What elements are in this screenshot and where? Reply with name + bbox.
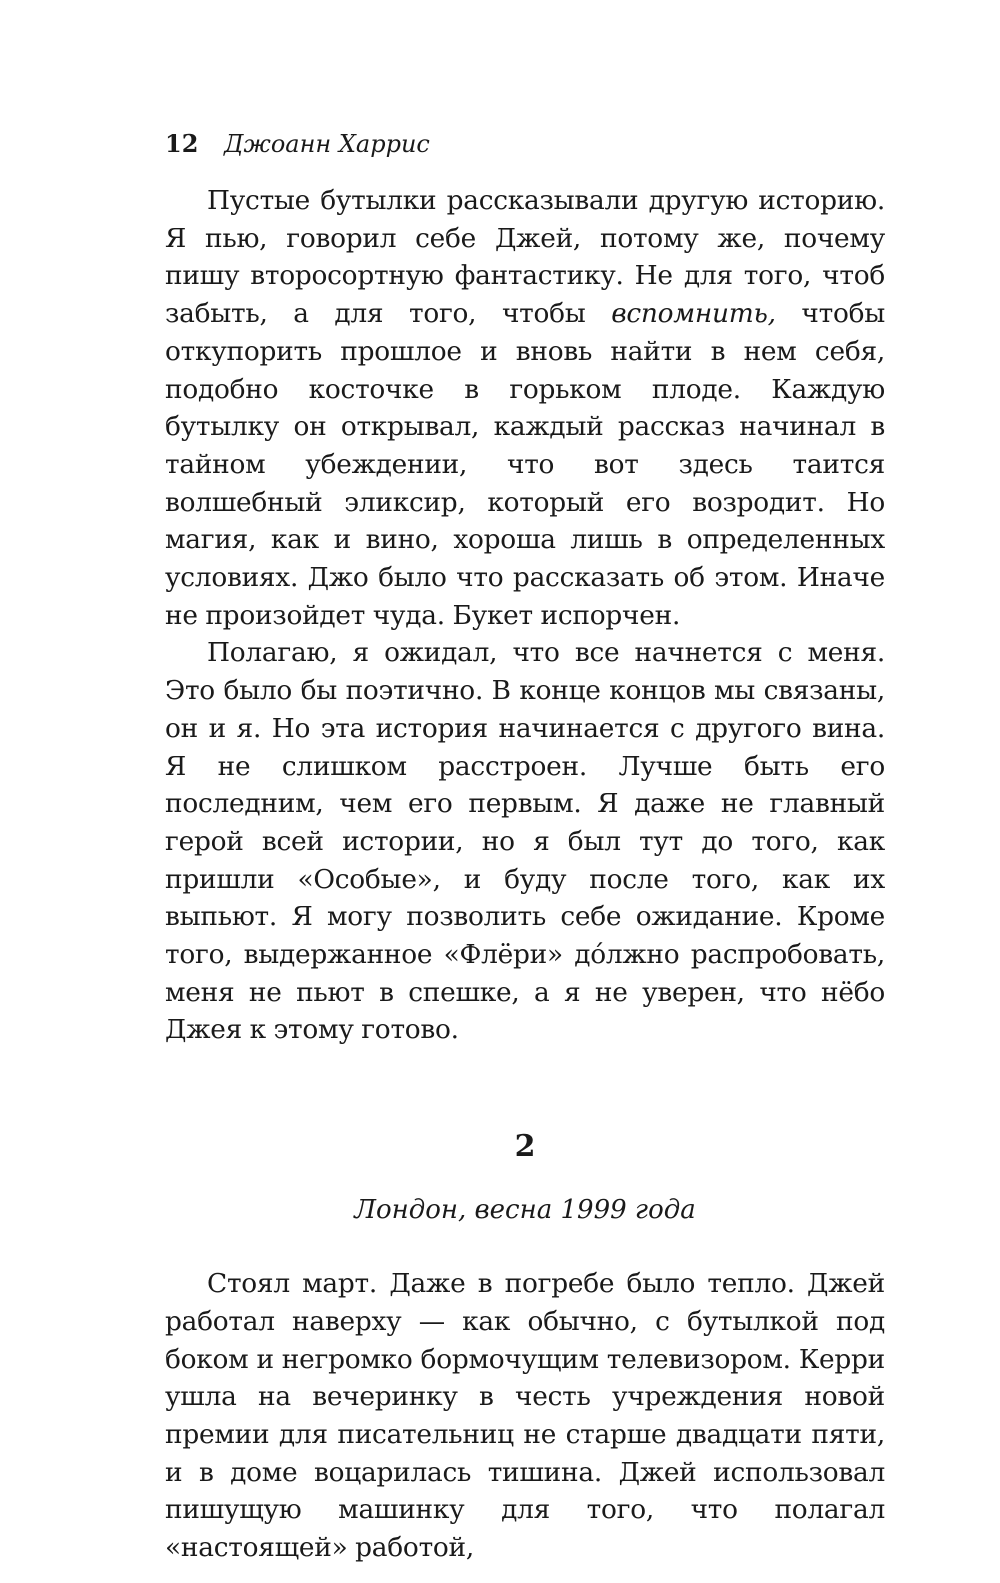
book-page	[165, 120, 885, 1567]
page-number: 12	[165, 129, 199, 158]
paragraph-1-emphasis: вспомнить,	[611, 298, 776, 330]
chapter-subtitle: Лондон, весна 1999 года	[354, 1195, 696, 1226]
running-head-author: Джоанн Харрис	[224, 130, 430, 158]
paragraph-1-text-end: чтобы откупорить прошлое и вновь найти в нем себя, подобно косточке в горьком плоде. Каждую бутылку он открывал, каждый рассказ начинал в тайном убеждении, что вот здесь таится волшебный эликсир, который его возродит. Но магия, как и вино, хороша лишь в определенных условиях. Джо было что рассказать об этом. Иначе не произойдет чуда. Букет испорчен.	[165, 298, 886, 631]
paragraph-1	[165, 182, 885, 634]
paragraph-1-text-start: Пустые бутылки рассказывали другую историю. Я пью, говорил себе Джей, потому же, почему пишу второсортную фантастику. Не для того, чтоб забыть, а для того, чтобы	[165, 185, 885, 330]
running-head	[165, 120, 885, 168]
chapter-paragraph-1: Стоял март. Даже в погребе было тепло. Джей работал наверху — как обычно, с бутылкой под боком и негромко бормочущим телевизором. Керри ушла на вечеринку в честь учреждения новой премии для писательниц не старше двадцати пяти, и в доме воцарилась тишина. Джей использовал пишущую машинку для того, что полагал «настоящей» работой,	[165, 1268, 885, 1564]
paragraph-2: Полагаю, я ожидал, что все начнется с меня. Это было бы поэтично. В конце концов мы связаны, он и я. Но эта история начинается с другого вина. Я не слишком расстроен. Лучше быть его последним, чем его первым. Я даже не главный герой всей истории, но я был тут до того, как пришли «Особые», и буду после того, как их выпьют. Я могу позволить себе ожидание. Кроме того, выдержанное «Флёри» до́лжно распробовать, меня не пьют в спешке, а я не уверен, что нёбо Джея к этому готово.	[165, 637, 885, 1046]
chapter-number: 2	[514, 1129, 536, 1165]
